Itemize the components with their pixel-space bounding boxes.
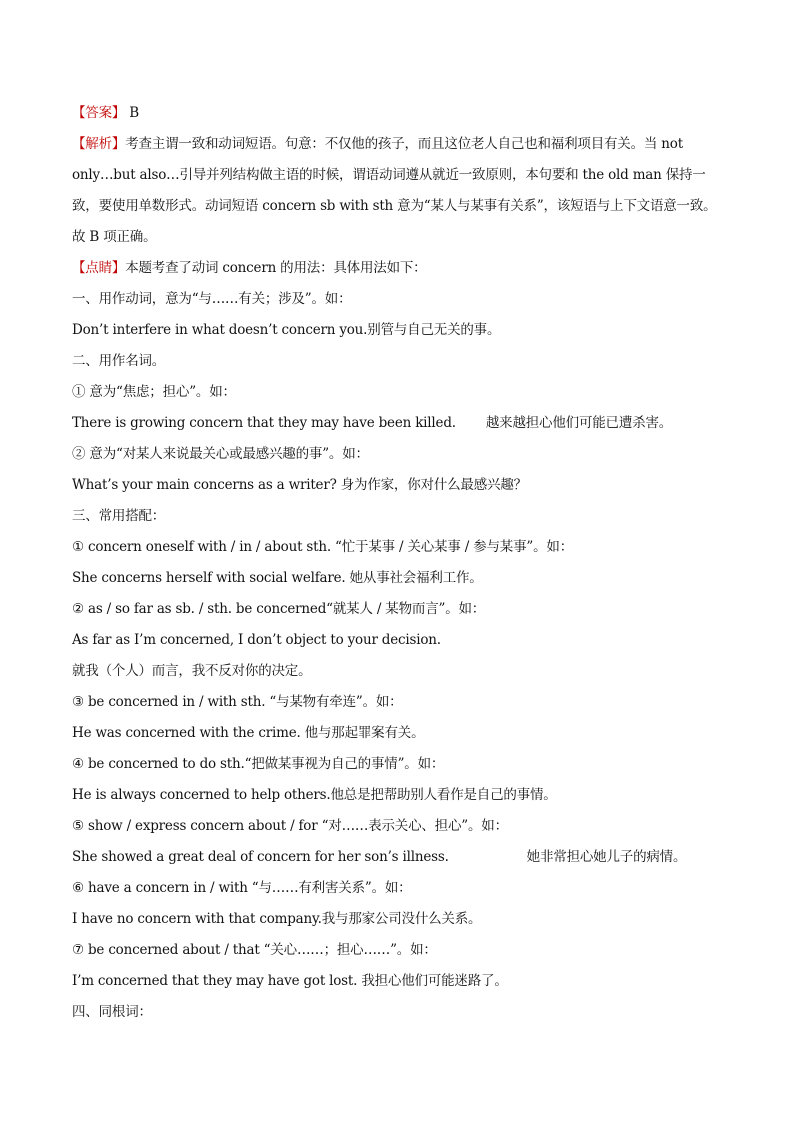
example-chinese: 越来越担心他们可能已遭杀害。 [485,415,673,431]
collocation-item: ③ be concerned in / with sth. “与某物有牵连”。如： [72,694,403,710]
collocation-item: ② as / so far as sb. / sth. be concerned“就某人 / 某物而言”。如： [72,601,486,617]
collocation-item: ⑦ be concerned about / that “关心……；担心……”。如： [72,942,437,958]
example-sentence: I’m concerned that they may have got lost. 我担心他们可能迷路了。 [72,973,508,989]
example-english: She showed a great deal of concern for her son’s illness. [72,849,449,865]
section-heading: 四、同根词： [72,1004,152,1020]
section-heading: 三、常用搭配： [72,508,166,524]
answer-line [72,98,722,129]
example-translation: 就我（个人）而言，我不反对你的决定。 [72,663,312,679]
meaning-item: ② 意为“对某人来说最关心或最感兴趣的事”。如： [72,446,369,462]
section-heading: 二、用作名词。 [72,353,166,369]
example-sentence [72,842,722,873]
tips-line [72,253,722,284]
tips-text: 本题考查了动词 concern 的用法：具体用法如下： [125,260,427,276]
example-sentence: I have no concern with that company.我与那家公司没什么关系。 [72,911,482,927]
example-sentence: She concerns herself with social welfare. 她从事社会福利工作。 [72,570,483,586]
example-sentence: Don’t interfere in what doesn’t concern you.别管与自己无关的事。 [72,322,501,338]
document-body [72,98,722,1028]
answer-label: 【答案】 [72,105,126,121]
example-chinese: 她非常担心她儿子的病情。 [526,849,687,865]
example-english: There is growing concern that they may have been killed. [72,415,456,431]
example-sentence [72,408,722,439]
example-sentence: As far as I’m concerned, I don’t object to your decision. [72,632,441,648]
collocation-item: ⑥ have a concern in / with “与……有利害关系”。如： [72,880,412,896]
collocation-item: ① concern oneself with / in / about sth. “忙于某事 / 关心某事 / 参与某事”。如： [72,539,573,555]
collocation-item: ④ be concerned to do sth.“把做某事视为自己的事情”。如： [72,756,445,772]
example-sentence: He was concerned with the crime. 他与那起罪案有关。 [72,725,425,741]
section-heading: 一、用作动词，意为“与……有关；涉及”。如： [72,291,352,307]
answer-value: B [129,105,140,121]
analysis-label: 【解析】 [72,136,126,152]
collocation-item: ⑤ show / express concern about / for “对……表示关心、担心”。如： [72,818,508,834]
meaning-item: ① 意为“焦虑；担心”。如： [72,384,236,400]
example-sentence: What’s your main concerns as a writer? 身为作家，你对什么最感兴趣？ [72,477,527,493]
tips-label: 【点睛】 [72,260,126,276]
example-sentence: He is always concerned to help others.他总是把帮助别人看作是自己的事情。 [72,787,557,803]
analysis-paragraph [72,129,722,253]
analysis-text: 考查主谓一致和动词短语。句意：不仅他的孩子，而且这位老人自己也和福利项目有关。当 not only…but also…引导并列结构做主语的时候，谓语动词遵从就近一致原则，本句要和 the old man 保持一致，要使用单数形式。动词短语 concern sb with sth 意为“某人与某事有关系”，该短语与上下文语意一致。故 B 项正确。 [72,136,717,245]
